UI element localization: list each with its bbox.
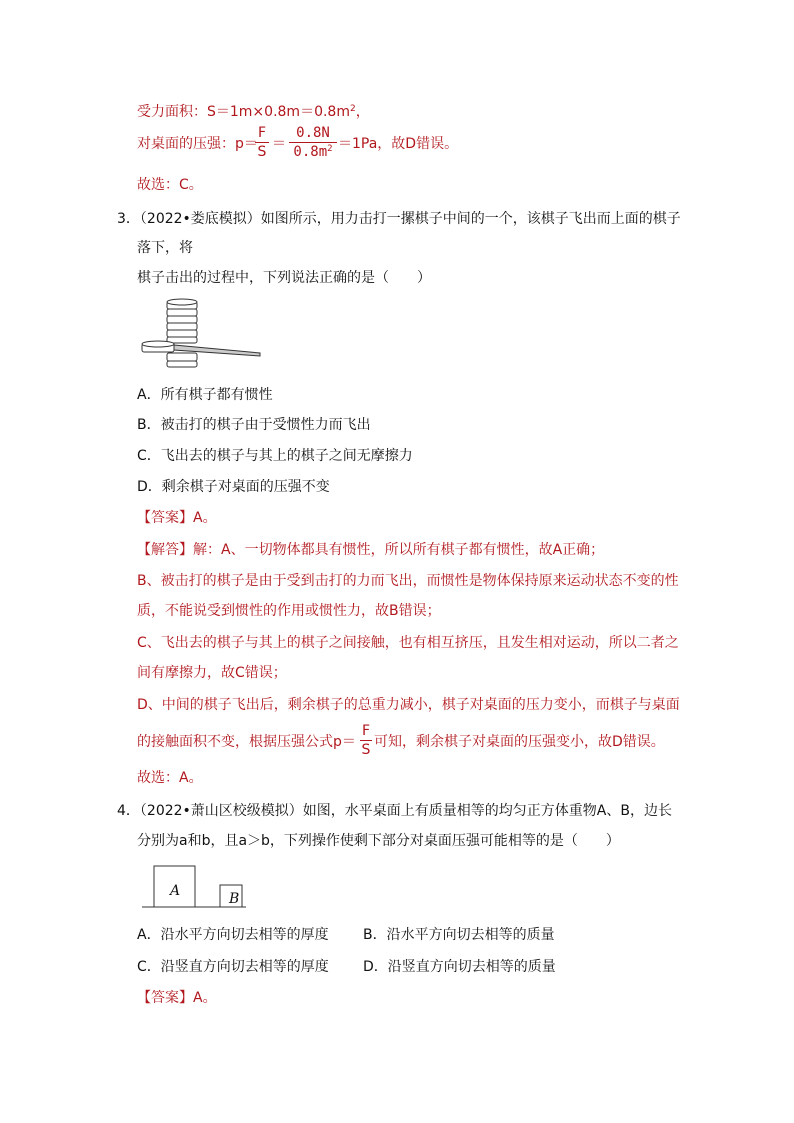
q3-choose: 故选：A。 <box>137 770 203 786</box>
q3-analysis-1: 【解答】解：A、一切物体都具有惯性，所以所有棋子都有惯性，故A正确； <box>137 542 605 558</box>
fraction-f-over-s: F S <box>255 125 269 160</box>
q3-option-c: C．飞出去的棋子与其上的棋子之间无摩擦力 <box>137 448 413 464</box>
q3-option-b: B．被击打的棋子由于受惯性力而飞出 <box>137 417 371 433</box>
chess-stack-figure <box>140 298 264 370</box>
area-line: 受力面积：$S=1m\times 0.8m=0.8m^2$， <box>137 104 370 120</box>
q3-analysis-7-tail: 可知，剩余棋子对桌面的压强变小，故D错误。 <box>374 734 665 750</box>
cube-b-label: B <box>229 891 240 907</box>
fraction-f-over-s-2: F S <box>361 723 371 758</box>
q3-stem-line-1: 3．（2022•娄底模拟）如图所示，用力击打一摞棋子中间的一个，该棋子飞出而上面的棋子 <box>117 211 681 227</box>
q3-analysis-6: D、中间的棋子飞出后，剩余棋子的总重力减小，棋子对桌面的压力变小，而棋子与桌面 <box>137 697 680 713</box>
q3-analysis-5: 间有摩擦力，故C错误； <box>137 665 287 681</box>
q3-stem-line-2: 落下，将 <box>137 240 193 256</box>
q3-answer: 【答案】A。 <box>137 510 217 526</box>
q4-option-a: A．沿水平方向切去相等的厚度 <box>137 927 329 943</box>
fraction-force-over-area: 0.8N $0.8m^2$ <box>289 125 337 160</box>
q3-analysis-4: C、飞出去的棋子与其上的棋子之间接触，也有相互挤压，且发生相对运动，所以二者之 <box>137 635 679 651</box>
q3-option-d: D．剩余棋子对桌面的压强不变 <box>137 479 330 495</box>
pressure-prefix: 对桌面的压强：p＝ <box>137 136 258 152</box>
q3-stem-line-3: 棋子击出的过程中，下列说法正确的是（ ） <box>137 270 431 286</box>
pressure-tail: ＝1Pa，故D错误。 <box>338 136 459 152</box>
q3-option-a: A．所有棋子都有惯性 <box>137 387 273 403</box>
q4-option-b: B．沿水平方向切去相等的质量 <box>363 927 555 943</box>
q4-option-d: D．沿竖直方向切去相等的质量 <box>363 959 556 975</box>
q3-analysis-3: 质，不能说受到惯性的作用或惯性力，故B错误； <box>137 603 441 619</box>
q4-stem-line-2: 分别为a和b，且a＞b，下列操作使剩下部分对桌面压强可能相等的是（ ） <box>137 833 620 849</box>
q4-option-c: C．沿竖直方向切去相等的厚度 <box>137 959 329 975</box>
q3-analysis-7-prefix: 的接触面积不变，根据压强公式p＝ <box>137 734 356 750</box>
q4-stem-line-1: 4．（2022•萧山区校级模拟）如图，水平桌面上有质量相等的均匀正方体重物A、B，边长 <box>117 803 672 819</box>
equals-sign: ＝ <box>272 136 286 152</box>
q4-answer: 【答案】A。 <box>137 990 217 1006</box>
q2-choose: 故选：C。 <box>137 177 203 193</box>
q3-analysis-2: B、被击打的棋子是由于受到击打的力而飞出，而惯性是物体保持原来运动状态不变的性 <box>137 573 679 589</box>
cube-a-label: A <box>170 883 181 899</box>
